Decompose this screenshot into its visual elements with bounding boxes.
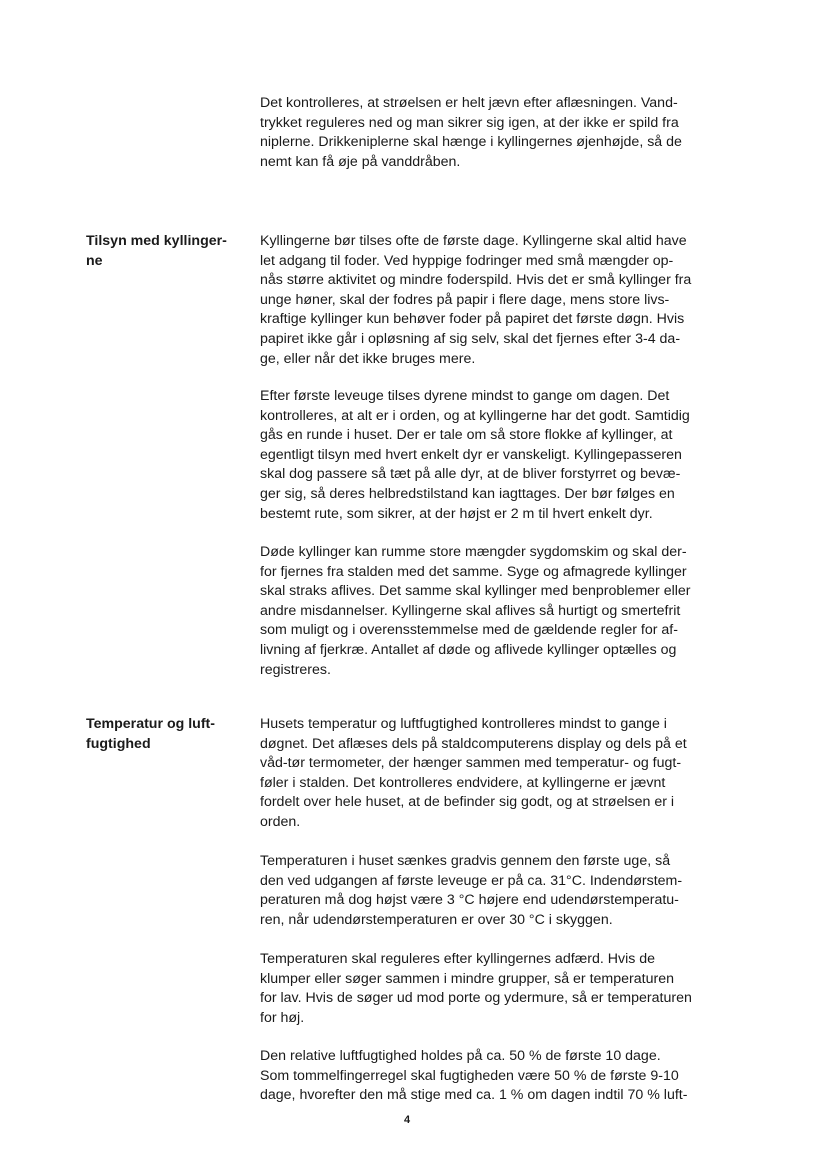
text-line: ge, eller når det ikke bruges mere. [260, 350, 476, 367]
text-line: orden. [260, 813, 301, 830]
heading-line: ne [86, 252, 103, 269]
text-line: våd-tør termometer, der hænger sammen med temperatur- og fugt- [260, 755, 682, 772]
intro-paragraph [260, 94, 738, 172]
text-line: kontrolleres, at alt er i orden, og at kyllingerne har det godt. Samtidig [260, 407, 690, 424]
text-line: Efter første leveuge tilses dyrene mindst to gange om dagen. Det [260, 388, 670, 404]
temperatur-paragraph-4 [260, 1047, 738, 1106]
temperatur-paragraph-1 [260, 715, 738, 833]
text-line: for lav. Hvis de søger ud mod porte og ydermure, så er temperaturen [260, 990, 692, 1007]
tilsyn-paragraph-3 [260, 543, 738, 680]
text-line: ger sig, så deres helbredstilstand kan iagttages. Der bør følges en [260, 485, 675, 502]
text-line: for fjernes fra stalden med det samme. Syge og afmagrede kyllinger [260, 563, 687, 580]
text-line: Kyllingerne bør tilses ofte de første dage. Kyllingerne skal altid have [260, 233, 687, 249]
section-heading-temperatur [86, 715, 246, 754]
text-line: nås større aktivitet og mindre foderspild. Hvis det er små kyllinger fra [260, 272, 692, 289]
text-line: dage, hvorefter den må stige med ca. 1 % om dagen indtil 70 % luft- [260, 1087, 688, 1104]
text-line: Døde kyllinger kan rumme store mængder sygdomskim og skal der- [260, 544, 687, 560]
text-line: døgnet. Det aflæses dels på staldcomputerens display og dels på et [260, 735, 687, 752]
heading-line: Tilsyn med kyllinger- [86, 233, 227, 249]
heading-line: fugtighed [86, 735, 151, 752]
text-line: livning af fjerkræ. Antallet af døde og aflivede kyllinger optælles og [260, 641, 677, 658]
text-line: nemt kan få øje på vanddråben. [260, 153, 461, 170]
text-line: klumper eller søger sammen i mindre grupper, så er temperaturen [260, 970, 674, 987]
text-line: registreres. [260, 661, 331, 678]
text-line: ren, når udendørstemperaturen er over 30 °C i skyggen. [260, 911, 613, 928]
section-heading-tilsyn [86, 232, 246, 271]
text-line: niplerne. Drikkeniplerne skal hænge i kyllingernes øjenhøjde, så de [260, 134, 682, 151]
text-line: Det kontrolleres, at strøelsen er helt jævn efter aflæsningen. Vand- [260, 95, 678, 111]
text-line: gås en runde i huset. Der er tale om så store flokke af kyllinger, at [260, 427, 673, 444]
text-line: egentligt tilsyn med hvert enkelt dyr er vanskeligt. Kyllingepasseren [260, 446, 682, 463]
text-line: skal straks aflives. Det samme skal kyllinger med benproblemer eller [260, 583, 691, 600]
text-line: Temperaturen i huset sænkes gradvis gennem den første uge, så [260, 853, 671, 869]
page-number: 4 [404, 1114, 411, 1126]
text-line: skal dog passere så tæt på alle dyr, at de bliver forstyrret og bevæ- [260, 466, 681, 483]
text-line: fordelt over hele huset, at de befinder sig godt, og at strøelsen er i [260, 794, 675, 811]
tilsyn-paragraph-1 [260, 232, 738, 369]
text-line: andre misdannelser. Kyllingerne skal aflives så hurtigt og smertefrit [260, 602, 681, 619]
text-line: peraturen må dog højst være 3 °C højere end udendørstemperatu- [260, 892, 679, 909]
text-line: Den relative luftfugtighed holdes på ca. 50 % de første 10 dage. [260, 1048, 661, 1064]
text-line: unge høner, skal der fodres på papir i flere dage, mens store livs- [260, 291, 670, 308]
text-line: som muligt og i overensstemmelse med de gældende regler for af- [260, 622, 678, 639]
text-line: papiret ikke går i opløsning af sig selv, skal det fjernes efter 3-4 da- [260, 330, 681, 347]
text-line: for høj. [260, 1009, 305, 1026]
text-line: let adgang til foder. Ved hyppige fodringer med små mængder op- [260, 252, 674, 269]
temperatur-paragraph-3 [260, 950, 738, 1028]
tilsyn-paragraph-2 [260, 387, 738, 524]
text-line: trykket reguleres ned og man sikrer sig igen, at der ikke er spild fra [260, 114, 679, 131]
heading-line: Temperatur og luft- [86, 716, 215, 732]
text-line: føler i stalden. Det kontrolleres endvidere, at kyllingerne er jævnt [260, 774, 666, 791]
text-line: den ved udgangen af første leveuge er på ca. 31°C. Indendørstem- [260, 872, 683, 889]
text-line: bestemt rute, som sikrer, at der højst er 2 m til hvert enkelt dyr. [260, 505, 653, 522]
text-line: kraftige kyllinger kun behøver foder på papiret det første døgn. Hvis [260, 311, 685, 328]
text-line: Som tommelfingerregel skal fugtigheden være 50 % de første 9-10 [260, 1067, 679, 1084]
text-line: Husets temperatur og luftfugtighed kontrolleres mindst to gange i [260, 716, 667, 732]
temperatur-paragraph-2 [260, 852, 738, 930]
text-line: Temperaturen skal reguleres efter kyllingernes adfærd. Hvis de [260, 951, 656, 967]
